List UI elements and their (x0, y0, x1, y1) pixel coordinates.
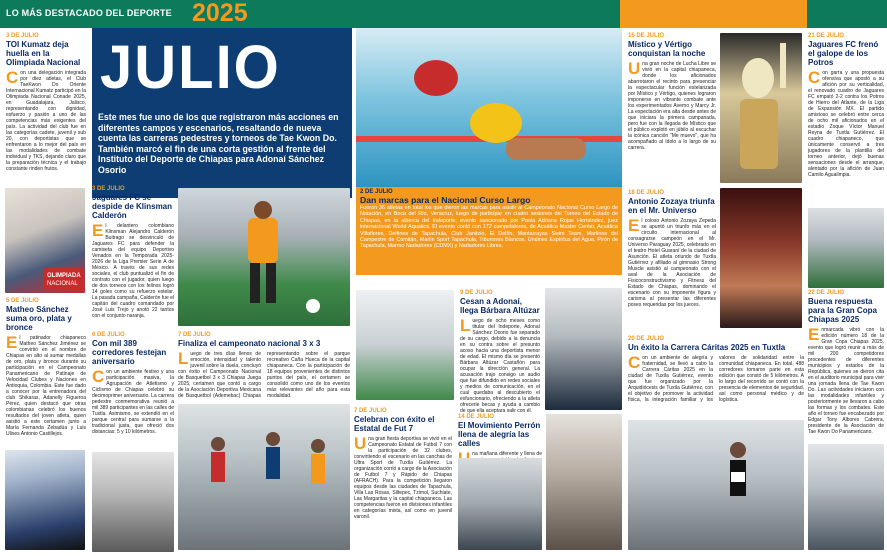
intro-text: Este mes fue uno de los que registraron más acciones en diferentes campos y escenarios, resaltando de nueva cuenta las carreras pedestres y torneos de Tae Kwon Do. También marcó el fin de una corta gestión al frente del Instituto del Deporte de Chiapas para Adonaí Sánchez Osorio (98, 112, 339, 175)
story-headline: Con mil 389 corredores festejan aniversario (92, 339, 167, 366)
drop-cap: U (354, 434, 367, 453)
drop-cap: C (808, 68, 821, 87)
photo-swimmer (356, 28, 622, 188)
drop-cap: U (628, 59, 641, 78)
story-jaguares-potros (808, 33, 884, 213)
drop-cap: E (628, 216, 640, 235)
photo-runners-aniversario (92, 452, 174, 552)
section-year: 2025 (192, 0, 248, 27)
story-headline: Dan marcas para el Nacional Curso Largo (360, 195, 531, 205)
photo-caritas-runners (628, 420, 804, 550)
story-body: Una gran noche de Lucha Libre se vivió en la capital chiapaneca, donde los aficionados abarrotaron el recinto para presenciar la espectacular función estelarizada por Místico y Vértigo, quienes lograron imponerse en vibrante combate ante los experimentados Averno y Marcy Jr. La expectación era alta desde antes de que iniciara la primera campanada, pero fue con la llegada de Místico que el público explotó en júbilo al escuchar la icónica canción "Me muevo", que ha acompañado al ídolo a lo largo de su carrera. (628, 59, 716, 151)
player-figure (178, 188, 350, 326)
story-aniversario (92, 332, 174, 452)
photo-skaters (5, 450, 85, 550)
story-adonai (460, 290, 540, 414)
story-date: 18 DE JULIO (628, 190, 665, 196)
story-zozaya (628, 190, 716, 330)
drop-cap: C (6, 68, 19, 87)
runners-figure (178, 404, 350, 550)
story-date: 6 DE JULIO (92, 332, 125, 338)
story-date: 22 DE JULIO (808, 290, 845, 296)
story-headline: Místico y Vértigo conquistan la noche (628, 40, 706, 58)
drop-cap: C (92, 367, 105, 386)
story-body: Luego de tres días llenos de emoción, intensidad y talento juvenil sobre la duela, concluyó con éxito el Campeonato Nacional de Basquetbol 3 x 3 Chiapas Juega 2025, certamen que contó a cargo de la Asociación Deportiva Mexicana de Basquetbol (Ademebac) Chiapas representando sobre el parque recreativo Caña Hueca de la capital chiapaneca. Con la participación de 18 equipos provenientes de distintos puntos del país, el certamen se consolidó como uno de los eventos más relevantes del año para esta modalidad. (178, 349, 350, 399)
caritas-figure (628, 420, 804, 550)
svg-text:NACIONAL: NACIONAL (47, 281, 78, 287)
story-body: Fueron 36 atletas en total los que dieron las marcas para asistir al Campeonato Nacional Curso Largo de Natación, en Boca del Río, Veracruz, luego de participar en cuatro sesiones del Torneo del Estado de Chiapas, en la alberca del Indeporte, evento sancionado por Paola Adriana Rojas Hernández, juez internacional World Aquatics. El evento contó con 172 competidores, de Acuática Master Center, Acuática Villaflores, Delfines de Tapachula, Club Janitzio, El Delfín, Mantarrayas Swim Team, Marlines del Campestre de Comitán, Marlin Sport Tapachula, Tiburones Blancos, Undines Espíritus del Agua, Pirón de Tapachula, Marmo Nadadores (CDMX) y Nadadores Libres. (360, 205, 618, 250)
photo-adonai (356, 290, 454, 400)
photo-zozaya (720, 188, 802, 328)
story-body: El coloso Antonio Zozaya Zepeda se apuntó un triunfo más en el circuito internacional al consagrarse campeón en el Mr. Universo Paraguay 2025, celebrado en el teatro Hotel Guaraní de la ciudad de Asunción. El atleta oriundo de Tuxtla Gutiérrez y afiliado al gimnasio Strong Muscle asistió al campeonato con el aval de la Asociación de Fisicoconstructivismo y Fitness del Estado de Chiapas, dominando el escenario con su imponente figura y carisma al presentar las diferentes poses requeridas por los jueces. (628, 216, 716, 308)
story-headline: Finaliza el campeonato nacional 3 x 3 (178, 339, 321, 348)
story-date: 7 DE JULIO (354, 408, 387, 414)
story-headline: Jaguares FC frenó el galope de los Potros (808, 40, 879, 67)
section-title: LO MÁS DESTACADO DEL DEPORTE (6, 8, 172, 18)
story-headline: Un éxito la Carrera Cáritas 2025 en Tuxtla (628, 343, 786, 352)
story-caritas (628, 336, 804, 416)
story-body: Una gran fiesta deportiva se vivió en el Campeonato Estatal de Futbol 7 con la participación de 32 clubes, convirtiendo el escenario en las canchas de Ultra Sport de Tuxtla Gutiérrez. La organización corrió a cargo de la Asociación de Futbol 7 y Rápido de Chiapas (AFRACH). Para la competición llegaron equipos desde las ciudades de Tapachula, Villa Las Rosas, Siltepec, Tzimol, Suchiate, Las Margaritas y la capital chiapaneca. Las competencias fueron en divisiones infantiles en categorías mixta, así como en juvenil varonil. (354, 434, 452, 520)
top-orange-bar (620, 0, 807, 28)
drop-cap: L (460, 316, 471, 335)
story-date: 20 DE JULIO (628, 336, 665, 342)
photo-barbara (545, 288, 622, 410)
story-headline: Antonio Zozaya triunfa en el Mr. Universo (628, 197, 715, 215)
story-headline: Jaguares FC se despide de Klinsman Calderón (92, 193, 173, 220)
drop-cap: E (6, 333, 18, 352)
story-date: 14 DE JULIO (458, 414, 495, 420)
story-olimpiada (6, 33, 86, 183)
story-body: El delantero colombiano Klinsman Alejandro Calderón Buitrago se desvinculó de Jaguares FC para defender la camiseta del equipo Deportivo Venados en la Temporada 2025-2026 de la Liga Premier Serie A de México. A través de sus redes sociales, el club puntualizó el fin de contrato con el jugador, quien luego de dos torneos con los felinos logró 14 goles como su refuerzo estelar. La pasada campaña, Calderón fue el capitán del cuadro comandado por José Luis Trejo y anotó 22 tantos con el conjunto naranja. (92, 221, 175, 319)
photo-perron-runners (546, 414, 622, 550)
photo-jaguares-match (808, 208, 884, 288)
story-date: 21 DE JULIO (808, 33, 845, 39)
drop-cap: E (808, 325, 820, 344)
story-body: Con un ambiente de alegría y fraternidad, se llevó a cabo la Carrera Cáritas 2025 en la ciudad de Tuxtla Gutiérrez, evento que fue organizado por la Arquidiócesis de Tuxtla Gutiérrez, con el objetivo de promover la actividad física, la integración familiar y los valores de solidaridad entre la comunidad chiapaneca. En total, 488 corredores tomaron parte en esta edición que constó de 5 kilómetros. A lo largo del recorrido se contó con la presencia de elementos de seguridad, así como personal médico y de logística. (628, 353, 804, 403)
photo-soccer-player (178, 188, 350, 326)
story-headline: Cesan a Adonaí, llega Bárbara Altúzar (460, 297, 540, 315)
story-headline: TOI Kumatz deja huella en la Olimpiada Nacional (6, 40, 81, 67)
swimmer-figure (356, 28, 622, 188)
story-date: 3 DE JULIO (6, 33, 39, 39)
drop-cap: E (92, 221, 104, 240)
story-fut7 (354, 408, 452, 552)
story-body: Con una delegación integrada por diez atletas, el Club TaeKwon Do Oriente Internacional Kumatz participó en la Olimpiada Nacional Conade 2025, en Guadalajara, Jalisco, representando con dignidad, esfuerzo y pasión a uno de las competencias más exigentes del país. La actividad del club fue en las categorías cadete, juvenil y sub 20, con deportistas que se enfrentaron a lo mejor del país en las modalidades de combate individual y TKS, dejando claro que la preparación técnica y el trabajo constante rinden frutos. (6, 68, 86, 172)
story-date: 2 DE JULIO (360, 189, 393, 195)
story-date: 3 DE JULIO (92, 186, 125, 192)
olimpiada-logo (44, 268, 84, 290)
story-headline: El Movimiento Perrón llena de alegría las calles (458, 421, 541, 448)
story-headline: Celebran con éxito el Estatal de Fut 7 (354, 415, 435, 433)
story-date: 9 DE JULIO (460, 290, 493, 296)
story-basquetbol (178, 332, 350, 402)
story-mistico (628, 33, 716, 198)
story-matheo (6, 298, 86, 446)
photo-runners-street (178, 404, 350, 550)
story-jaguares-calderon (92, 186, 174, 328)
wrestler-figure (720, 33, 802, 183)
logo-icon (44, 268, 84, 290)
story-headline: Matheo Sánchez suma oro, plata y bronce (6, 305, 72, 332)
svg-text:OLIMPIADA: OLIMPIADA (47, 273, 81, 279)
drop-cap: C (628, 353, 641, 372)
photo-gran-copa (808, 444, 884, 550)
story-body: Con garra y una propuesta ofensiva que apostó a su afición por su verticalidad, el renovado cuadro de Jaguares FC empató 2-2 contra los Potros de Hierro del Atlante, de la Liga de Expansión MX. El partido amistoso se celebró entre cerca de ocho mil aficionados en el estadio Zoque Víctor Manuel Reyna de Tuxtla Gutiérrez. El cuadro chiapaneco, que únicamente conservó a tres jugadores de la plantilla del torneo anterior, dejó buenas sensaciones desde el arranque, alentado por la afición de Juan Camilo Aguailmpia. (808, 68, 884, 178)
story-date: 7 DE JULIO (178, 332, 211, 338)
story-gran-copa (808, 290, 884, 440)
story-headline: Buena respuesta para la Gran Copa Chiapas 2025 (808, 297, 877, 324)
drop-cap: L (178, 349, 189, 368)
story-body: Luego de ocho meses como titular del Indeporte, Adonaí Sánchez Osorio fue separado de su cargo, debido a la denuncia en su contra sobre el presunto acoso hacia una deportista menor de edad. El mismo día se presentó Bárbara Altúzar Castañón para ocupar la dirección general. La acusación trajo consigo un audio que fue difundido en redes sociales y medios de comunicación, en el cual quedaba al descubierto el exfuncionario, ofreciendo a la atleta ofrecerle becas y ayuda a cambio de que ella aceptara salir con él. (460, 316, 540, 414)
story-body: Enmarcada vibró con la edición número 18 de la Gran Copa Chiapas 2025, evento que logró reunir a más de mil 200 competidores procedentes de diferentes municipios y estados de la República, quienes se dieron cita en el auditorio municipal para vivir una jornada llena de Tae Kwon Do. Las actividades iniciaron con las modalidades infantiles y posteriormente se llevaron a cabo las formas y los combates. Este año el torneo fue encabezado por Edgar Tony Albores Cabrera, presidente de la Asociación de Tae Kwon Do Panamericano. (808, 325, 884, 435)
month-title: JULIO (100, 33, 281, 102)
story-body: na mañana diferente y llena de (458, 451, 542, 547)
story-body: El patinador chiapaneco Matheo Sánchez Jiménez se convirtió en el nombre de Chiapas en alto al sumar medallas de oro, plata y bronce durante su participación en el Campeonato Panamericano de Patinaje de Velocidad Clubes y Naciones en Antioquia, Colombia. Este fue dado a conocer por la entrenadora del club Shikaras, Adanelly Figueroa Pérez, quien destacó que otras colombianas celebró los buenos resultados del joven atleta, quien asistió a este certamen junto a María Fernanda Zebadúa y Luis Ulises Antonio Castillejos. (6, 333, 86, 437)
story-body: Con un ambiente festivo y una participación masiva, la Agrupación de Atletismo y Ciclismo de Chiapas celebró su decimoprimer aniversario. La carrera pedestre conmemorativa reunió a mil 389 participantes en las calles de Tuxtla. Asimismo, se extendió en el parque central para sumarse a la tradicional justa, que ofreció dos distancias: 5 y 10 kilómetros. (92, 367, 174, 435)
photo-mistico (720, 33, 802, 183)
photo-fut7-team (458, 458, 542, 550)
story-date: 5 DE JULIO (6, 298, 39, 304)
story-date: 15 DE JULIO (628, 33, 665, 39)
